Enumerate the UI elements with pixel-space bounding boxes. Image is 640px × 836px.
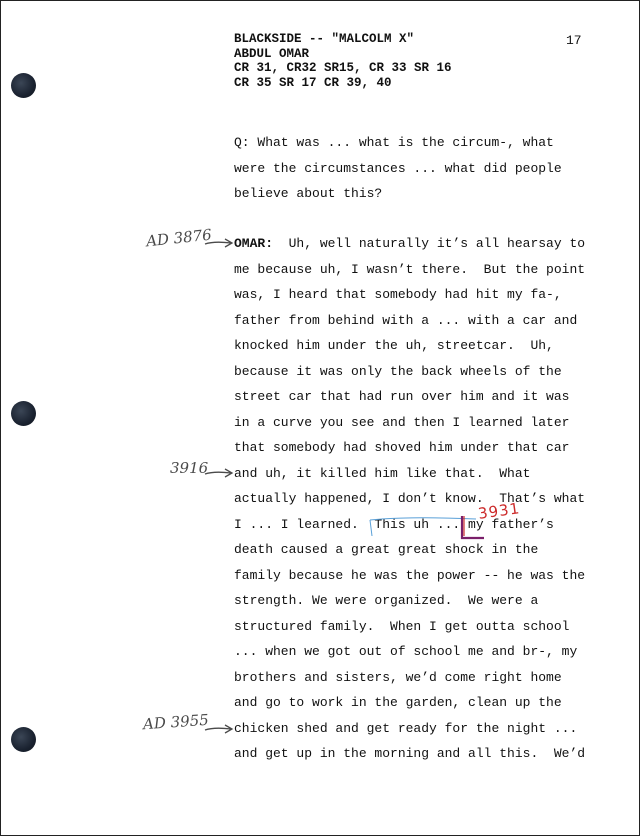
answer-line: was, I heard that somebody had hit my fa-, [234, 287, 562, 302]
answer-paragraph [234, 235, 594, 771]
speaker-label: OMAR: [234, 236, 274, 251]
margin-note-timecode: 3916 [170, 459, 209, 477]
margin-note-timecode: AD 3876 [145, 225, 213, 251]
question-paragraph [234, 134, 594, 211]
question-line: were the circumstances ... what did people [234, 160, 562, 176]
answer-first-line [234, 235, 594, 261]
arrow-right-icon [204, 722, 234, 736]
answer-line: ... when we got out of school me and br-, my [234, 644, 578, 659]
answer-line: because it was only the back wheels of the [234, 363, 562, 379]
answer-line-text: Uh, well naturally it’s all hearsay to [273, 236, 586, 251]
answer-line: street car that had run over him and it was [234, 389, 570, 404]
answer-line: that somebody had shoved him under that car [234, 440, 570, 455]
answer-line: actually happened, I don’t know. That’s what [234, 491, 586, 506]
question-line: believe about this? [234, 186, 383, 201]
answer-line: father from behind with a ... with a car and [234, 312, 578, 328]
answer-line: knocked him under the uh, streetcar. Uh, [234, 338, 554, 353]
header-line-rolls-2: CR 35 SR 17 CR 39, 40 [234, 75, 392, 90]
binder-hole-bottom [11, 727, 36, 752]
answer-line: family because he was the power -- he was the [234, 567, 586, 583]
document-header [234, 32, 452, 90]
page-number: 17 [566, 33, 582, 48]
answer-line: strength. We were organized. We were a [234, 593, 539, 608]
header-line-interviewee: ABDUL OMAR [234, 46, 310, 61]
margin-note-timecode: AD 3955 [142, 710, 210, 734]
answer-line: and uh, it killed him like that. What [234, 465, 531, 481]
answer-line: in a curve you see and then I learned later [234, 414, 570, 430]
binder-hole-top [11, 73, 36, 98]
answer-line: and get up in the morning and all this. We’d [234, 746, 586, 761]
arrow-right-icon [204, 236, 234, 250]
answer-line: me because uh, I wasn’t there. But the point [234, 261, 586, 277]
question-line: Q: What was ... what is the circum-, what [234, 135, 554, 150]
answer-line: chicken shed and get ready for the night ... [234, 720, 578, 736]
header-line-rolls-1: CR 31, CR32 SR15, CR 33 SR 16 [234, 61, 452, 75]
answer-line: death caused a great great shock in the [234, 542, 539, 557]
answer-line: structured family. When I get outta school [234, 618, 570, 634]
answer-line: I ... I learned. This uh ... my father’s [234, 516, 554, 532]
header-line-production: BLACKSIDE -- "MALCOLM X" [234, 32, 415, 46]
answer-line: brothers and sisters, we’d come right home [234, 669, 562, 685]
arrow-right-icon [204, 466, 234, 480]
answer-line: and go to work in the garden, clean up the [234, 695, 562, 710]
inline-timecode: 3931 [476, 499, 522, 523]
binder-hole-middle [11, 401, 36, 426]
